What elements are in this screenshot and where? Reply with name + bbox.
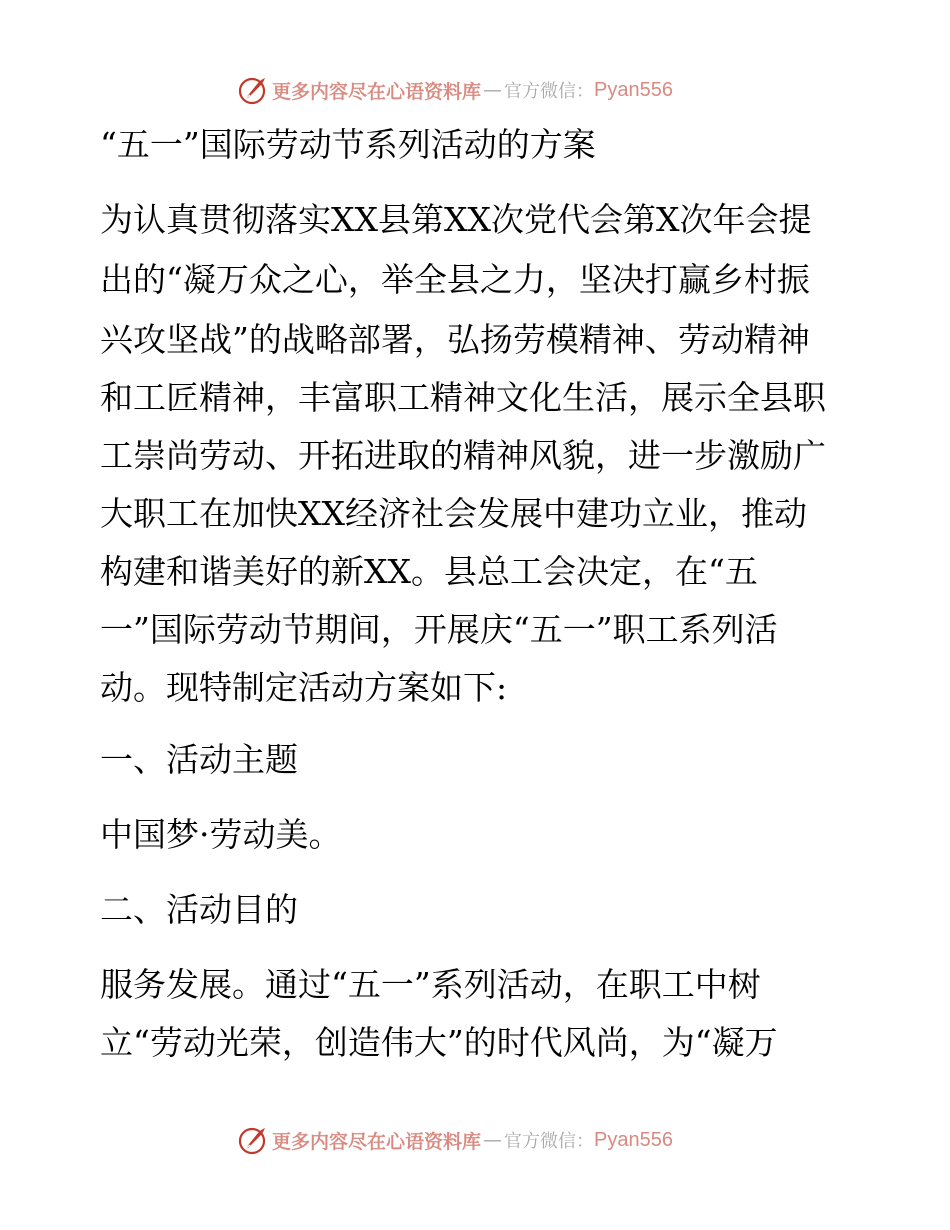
watermark-separator: —	[483, 79, 503, 101]
body-line: 为认真贯彻落实XX县第XX次党代会第X次年会提	[100, 200, 812, 239]
section-heading: 二、活动目的	[100, 890, 298, 929]
body-line: 构建和谐美好的新XX。县总工会决定，在“五	[100, 552, 758, 591]
body-line: 大职工在加快XX经济社会发展中建功立业，推动	[100, 494, 807, 533]
body-line: 服务发展。通过“五一”系列活动，在职工中树	[100, 965, 761, 1004]
watermark-separator: —	[483, 1129, 503, 1151]
body-line: 中国梦·劳动美。	[100, 815, 342, 854]
body-line: 和工匠精神，丰富职工精神文化生活，展示全县职	[100, 378, 826, 417]
body-line: 立“劳动光荣，创造伟大”的时代风尚，为“凝万	[100, 1023, 778, 1062]
body-line: 出的“凝万众之心，举全县之力，坚决打赢乡村振	[100, 260, 810, 299]
body-line: 一”国际劳动节期间，开展庆“五一”职工系列活	[100, 610, 778, 649]
quill-pen-logo-icon	[236, 74, 268, 106]
watermark-site-text: 更多内容尽在心语资料库	[272, 1130, 482, 1153]
body-line: 兴攻坚战”的战略部署，弘扬劳模精神、劳动精神	[100, 320, 810, 359]
watermark-wechat-id: Pyan556	[594, 1128, 673, 1151]
watermark-banner-bottom	[236, 1122, 673, 1158]
watermark-site-text: 更多内容尽在心语资料库	[272, 80, 482, 103]
section-heading: 一、活动主题	[100, 740, 298, 779]
body-line: 工崇尚劳动、开拓进取的精神风貌，进一步激励广	[100, 436, 826, 475]
body-line: 动。现特制定活动方案如下:	[100, 668, 508, 707]
quill-pen-logo-icon	[236, 1124, 268, 1156]
watermark-wechat-label: 官方微信：	[504, 81, 595, 102]
watermark-wechat-id: Pyan556	[594, 78, 673, 101]
watermark-banner-top	[236, 72, 673, 108]
document-title: “五一”国际劳动节系列活动的方案	[100, 125, 596, 164]
watermark-wechat-label: 官方微信：	[504, 1131, 595, 1152]
